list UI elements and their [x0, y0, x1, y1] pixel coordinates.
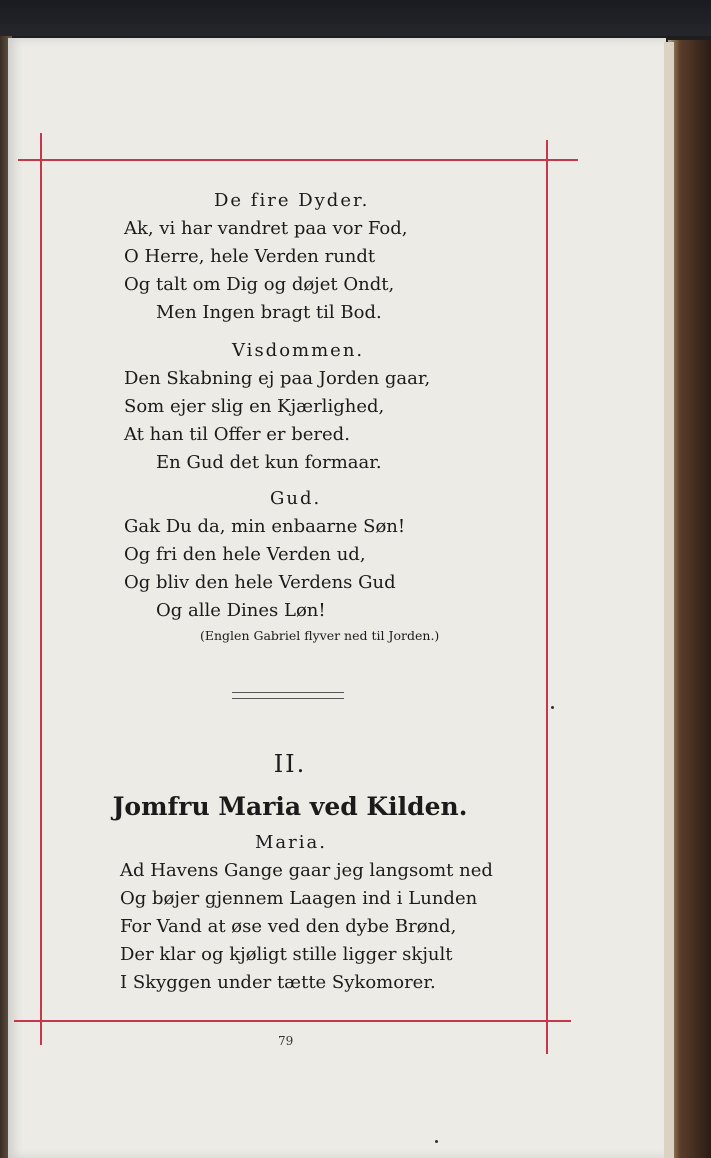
verse-line: Og talt om Dig og døjet Ondt, — [124, 274, 395, 295]
verse-line: I Skyggen under tætte Sykomorer. — [120, 972, 436, 993]
red-rule-right — [546, 140, 548, 1054]
verse-line: Den Skabning ej paa Jorden gaar, — [124, 368, 431, 389]
verse-line: Og fri den hele Verden ud, — [124, 544, 366, 565]
speaker-maria: Maria. — [255, 832, 327, 853]
heading-de-fire-dyder: De fire Dyder. — [214, 190, 370, 211]
heading-gud: Gud. — [270, 488, 322, 509]
page-stack-edges — [664, 42, 674, 1158]
red-rule-left — [40, 133, 42, 1045]
verse-line: For Vand at øse ved den dybe Brønd, — [120, 916, 457, 937]
verse-line: Og alle Dines Løn! — [156, 600, 326, 621]
section-divider — [232, 692, 344, 699]
red-rule-top — [18, 159, 578, 161]
verse-line: Og bliv den hele Verdens Gud — [124, 572, 396, 593]
verse-line: Ad Havens Gange gaar jeg langsomt ned — [120, 860, 493, 881]
section-title: Jomfru Maria ved Kilden. — [112, 792, 468, 821]
paper-speck — [435, 1140, 438, 1143]
paper-speck — [551, 706, 554, 709]
book-cover-edge — [668, 40, 711, 1158]
verse-line: Der klar og kjøligt stille ligger skjult — [120, 944, 453, 965]
section-number: II. — [273, 750, 307, 778]
verse-line: Og bøjer gjennem Laagen ind i Lunden — [120, 888, 478, 909]
verse-line: At han til Offer er bered. — [124, 424, 350, 445]
verse-line: Som ejer slig en Kjærlighed, — [124, 396, 385, 417]
page-number: 79 — [278, 1034, 294, 1048]
verse-line: En Gud det kun formaar. — [156, 452, 382, 473]
camera-backdrop-top — [0, 0, 711, 36]
verse-line: Gak Du da, min enbaarne Søn! — [124, 516, 406, 537]
verse-line: Ak, vi har vandret paa vor Fod, — [124, 218, 408, 239]
stage-direction: (Englen Gabriel flyver ned til Jorden.) — [200, 628, 440, 643]
verse-line: O Herre, hele Verden rundt — [124, 246, 376, 267]
verse-line: Men Ingen bragt til Bod. — [156, 302, 382, 323]
red-rule-bottom — [14, 1020, 571, 1022]
heading-visdommen: Visdommen. — [232, 340, 365, 361]
